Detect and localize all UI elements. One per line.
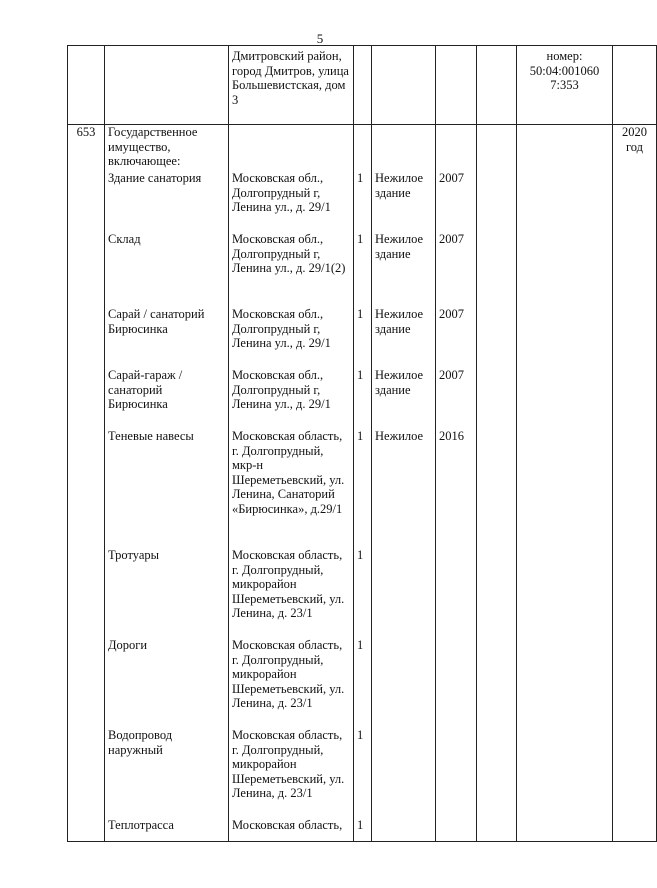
- item-year: [436, 727, 477, 817]
- item-name: Тротуары: [105, 547, 229, 637]
- item-address: Московская обл., Долгопрудный г, Ленина ул., д. 29/1(2): [229, 231, 354, 306]
- entry-period: 2020 год: [613, 125, 657, 171]
- item-type: Нежилое здание: [372, 231, 436, 306]
- item-quantity: 1: [354, 170, 372, 231]
- entry-title: Государственное имущество, включающее:: [105, 125, 229, 171]
- item-year: 2007: [436, 367, 477, 428]
- item-quantity: 1: [354, 547, 372, 637]
- table-row: [68, 367, 657, 428]
- item-address: Московская обл., Долгопрудный г, Ленина ул., д. 29/1: [229, 170, 354, 231]
- table-row: [68, 428, 657, 547]
- item-year: [436, 547, 477, 637]
- item-type: Нежилое здание: [372, 367, 436, 428]
- table-row: [68, 170, 657, 231]
- item-address: Московская область, г. Долгопрудный, микрорайон Шереметьевский, ул. Ленина, д. 23/1: [229, 727, 354, 817]
- item-type: Нежилое здание: [372, 306, 436, 367]
- table-row: [68, 547, 657, 637]
- items-list: [68, 170, 657, 842]
- item-type: [372, 817, 436, 842]
- item-quantity: 1: [354, 231, 372, 306]
- table-row: [68, 727, 657, 817]
- continuation-address: Дмитровский район, город Дмитров, улица Большевистская, дом 3: [229, 46, 354, 125]
- entry-header-row: [68, 125, 657, 171]
- cadastral-number: номер: 50:04:001060 7:353: [517, 46, 613, 125]
- item-name: Здание санатория: [105, 170, 229, 231]
- item-type: [372, 727, 436, 817]
- item-address: Московская обл., Долгопрудный г, Ленина ул., д. 29/1: [229, 306, 354, 367]
- item-type: [372, 547, 436, 637]
- property-table: [67, 45, 657, 842]
- item-quantity: 1: [354, 637, 372, 727]
- item-address: Московская область, г. Долгопрудный, микрорайон Шереметьевский, ул. Ленина, д. 23/1: [229, 547, 354, 637]
- item-year: 2007: [436, 170, 477, 231]
- item-type: Нежилое: [372, 428, 436, 547]
- item-quantity: 1: [354, 727, 372, 817]
- table-row: [68, 231, 657, 306]
- item-address: Московская обл., Долгопрудный г, Ленина ул., д. 29/1: [229, 367, 354, 428]
- item-name: Сарай / санаторий Бирюсинка: [105, 306, 229, 367]
- item-address: Московская область, г. Долгопрудный, мкр-н Шереметьевский, ул. Ленина, Санаторий «Бирюсинка», д.29/1: [229, 428, 354, 547]
- item-quantity: 1: [354, 817, 372, 842]
- item-name: Склад: [105, 231, 229, 306]
- item-address: Московская область, г. Долгопрудный, микрорайон Шереметьевский, ул. Ленина, д. 23/1: [229, 637, 354, 727]
- item-name: Теплотрасса: [105, 817, 229, 842]
- page-number: 5: [316, 31, 324, 46]
- item-name: Сарай-гараж / санаторий Бирюсинка: [105, 367, 229, 428]
- item-name: Дороги: [105, 637, 229, 727]
- item-year: [436, 637, 477, 727]
- item-year: 2007: [436, 306, 477, 367]
- item-year: 2007: [436, 231, 477, 306]
- table-row: [68, 637, 657, 727]
- item-address: Московская область,: [229, 817, 354, 842]
- item-type: [372, 637, 436, 727]
- item-type: Нежилое здание: [372, 170, 436, 231]
- item-year: 2016: [436, 428, 477, 547]
- table-row: [68, 306, 657, 367]
- item-quantity: 1: [354, 428, 372, 547]
- item-name: Теневые навесы: [105, 428, 229, 547]
- continuation-row: [68, 46, 657, 125]
- item-name: Водопровод наружный: [105, 727, 229, 817]
- entry-number: 653: [68, 125, 105, 171]
- item-year: [436, 817, 477, 842]
- table-row: [68, 817, 657, 842]
- item-quantity: 1: [354, 306, 372, 367]
- item-quantity: 1: [354, 367, 372, 428]
